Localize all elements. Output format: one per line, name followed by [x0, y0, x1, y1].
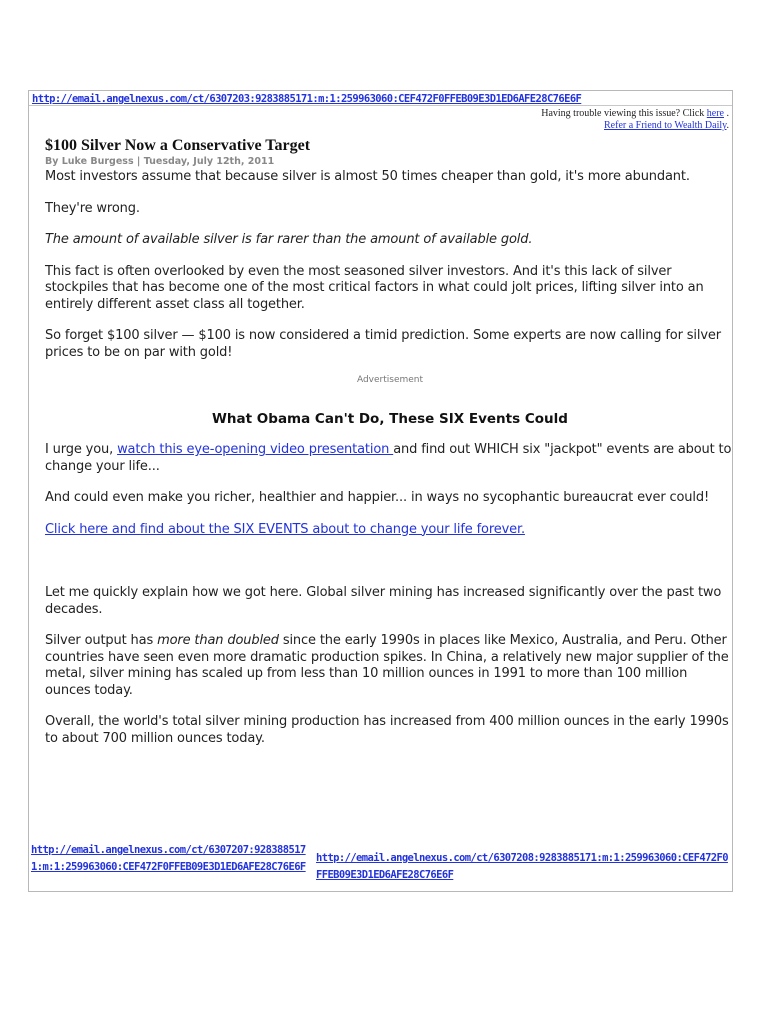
ad-p1-after: and find out WHICH six "jackpot" events are about to change your life... [45, 442, 732, 474]
article-italic-statement: The amount of available silver is far rarer than the amount of available gold. [45, 232, 533, 247]
article-paragraph-3 [45, 232, 735, 249]
ad-headline-first: What [212, 411, 253, 427]
tracking-link-footer-left[interactable]: http://email.angelnexus.com/ct/6307207:9283885171:m:1:259963060:CEF472F0FFEB09E3D1ED6AFE28C76E6F [31, 844, 306, 873]
ad-paragraph-2: And could even make you richer, healthier and happier... in ways no sycophantic bureaucrat ever could! [45, 490, 710, 505]
tracking-link-top[interactable]: http://email.angelnexus.com/ct/6307203:9283885171:m:1:259963060:CEF472F0FFEB09E3D1ED6AFE28C76E6F [32, 93, 582, 105]
tracking-link-footer-right[interactable]: http://email.angelnexus.com/ct/6307208:9283885171:m:1:259963060:CEF472F0FFEB09E3D1ED6AFE28C76E6F [316, 852, 728, 881]
advertisement-label: Advertisement [356, 375, 424, 385]
ad-headline [45, 411, 735, 427]
article2-p2-before: Silver output has [45, 633, 158, 648]
email-frame [28, 90, 733, 892]
six-events-link[interactable]: Click here and find about the SIX EVENTS about to change your life forever. [45, 521, 525, 537]
article2-paragraph-1: Let me quickly explain how we got here. Global silver mining has increased significantly over the past two decades. [45, 585, 722, 617]
top-link-row [29, 91, 732, 106]
refer-friend-link[interactable]: Refer a Friend to Wealth Daily [604, 120, 727, 131]
ad-cta [45, 522, 735, 539]
article-paragraph-5: So forget $100 silver — $100 is now considered a timid prediction. Some experts are now calling for silver prices to be on par with gold! [45, 328, 721, 360]
trouble-end: . [724, 108, 729, 119]
ad-p1-before: I urge you, [45, 442, 118, 457]
refer-end: . [726, 120, 729, 131]
view-here-link[interactable]: here [706, 108, 724, 119]
video-presentation-link[interactable]: watch this eye-opening video presentation [117, 442, 394, 457]
article2-p2-em: more than doubled [157, 633, 279, 648]
article2-paragraph-3: Overall, the world's total silver mining production has increased from 400 million ounces in the early 1990s to about 700 million ounces today. [45, 714, 729, 746]
article2-p2-after: since the early 1990s in places like Mexico, Australia, and Peru. Other countries have seen even more dramatic production spikes. In China, a relatively new major supplier of the metal, silver mining has scaled up from less than 10 million ounces in 1991 to more than 100 million ounces today. [45, 633, 729, 698]
article-byline: By Luke Burgess | Tuesday, July 12th, 2011 [45, 156, 275, 167]
article-title: $100 Silver Now a Conservative Target [45, 137, 311, 154]
article-paragraph-4: This fact is often overlooked by even the most seasoned silver investors. And it's this lack of silver stockpiles that has become one of the most critical factors in what could jolt prices, lifting silver into an entirely different asset class all together. [45, 263, 704, 312]
ad-headline-rest: Obama Can't Do, These SIX Events Could [252, 411, 568, 427]
trouble-viewing-notice [541, 108, 729, 132]
article-paragraph-2: They're wrong. [45, 200, 140, 216]
trouble-text: Having trouble viewing this issue? Click [541, 108, 707, 119]
footer-links [29, 839, 732, 891]
article-paragraph-1: Most investors assume that because silver is almost 50 times cheaper than gold, it's more abundant. [45, 169, 690, 184]
article-content [45, 137, 735, 747]
article2-paragraph-2 [45, 633, 735, 699]
ad-paragraph-1 [45, 442, 735, 475]
